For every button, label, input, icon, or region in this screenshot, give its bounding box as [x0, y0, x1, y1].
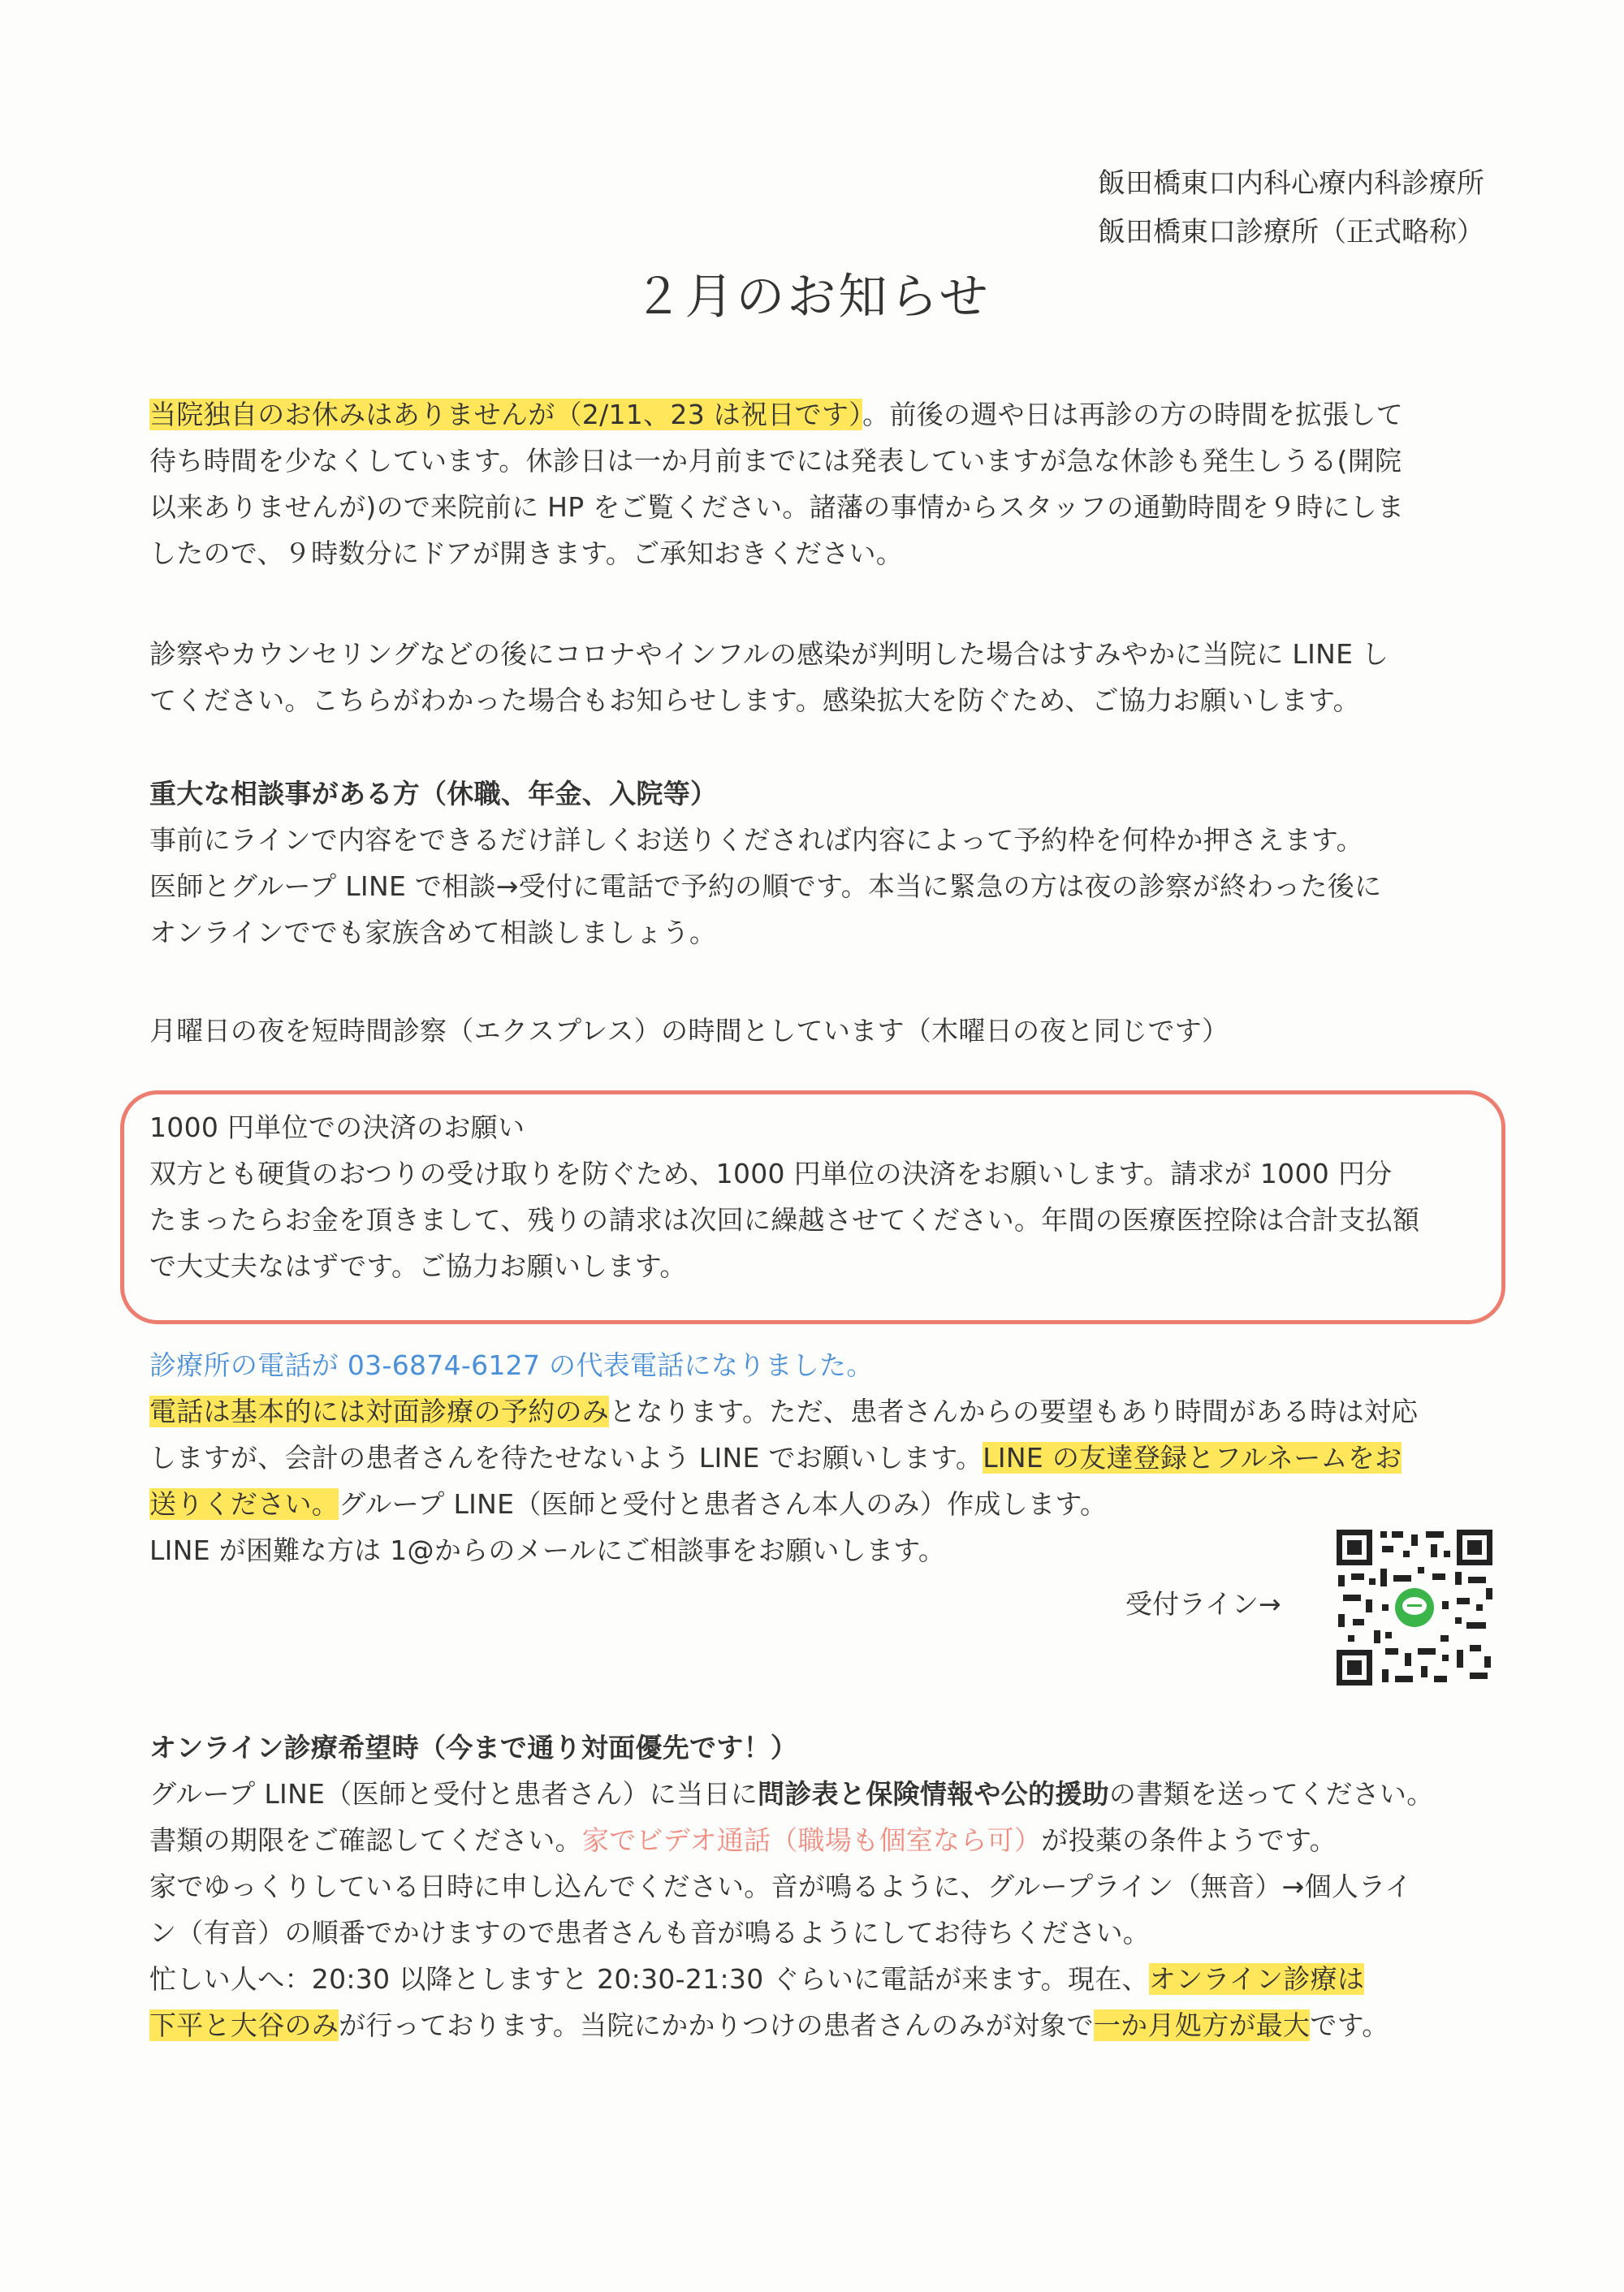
text-line: 家でゆっくりしている日時に申し込んでください。音が鳴るように、グループライン（無音）→個人ライ [149, 1871, 1412, 1902]
documents-bold: 問診表と保険情報や公的援助 [758, 1778, 1109, 1810]
qr-label: 受付ライン→ [1125, 1588, 1281, 1620]
text-line: 事前にラインで内容をできるだけ詳しくお送りくだされば内容によって予約枠を何枠か押さえます。 [149, 824, 1363, 856]
text-line: グループ LINE（医師と受付と患者さん本人のみ）作成します。 [339, 1488, 1108, 1520]
text-line: 以来ありませんが)ので来院前に HP をご覧ください。諸藩の事情からスタッフの通勤時間を９時にしま [149, 491, 1405, 523]
page-title: ２月のお知らせ [633, 269, 991, 326]
text-line: たまったらお金を頂きまして、残りの請求は次回に繰越させてください。年間の医療医控除は合計支払額 [149, 1204, 1420, 1236]
text-line: 医師とグループ LINE で相談→受付に電話で予約の順です。本当に緊急の方は夜の診察が終わった後に [149, 870, 1382, 902]
online-heading: オンライン診療希望時（今まで通り対面優先です！） [149, 1732, 798, 1763]
text-line: 月曜日の夜を短時間診察（エクスプレス）の時間としています（木曜日の夜と同じです） [149, 1015, 1229, 1047]
text-line: です。 [1310, 2009, 1389, 2041]
text-line: 忙しい人へ：20:30 以降としますと 20:30-21:30 ぐらいに電話が来ます。現在、 [149, 1963, 1149, 1995]
phone-paragraph [149, 1342, 1481, 1573]
consultation-heading: 重大な相談事がある方（休職、年金、入院等） [149, 778, 718, 809]
prescription-limit-highlight: 一か月処方が最大 [1093, 2009, 1311, 2041]
holiday-paragraph [149, 391, 1481, 576]
line-qr-code-icon[interactable] [1333, 1526, 1496, 1689]
online-doctor-highlight: オンライン診療は [1148, 1963, 1365, 1995]
phone-highlight: 電話は基本的には対面診療の予約のみ [149, 1396, 610, 1427]
line-register-highlight-cont: 送りください。 [149, 1488, 339, 1520]
text-line: LINE が困難な方は 1@からのメールにご相談事をお願いします。 [149, 1534, 946, 1566]
holiday-highlight: 当院独自のお休みはありませんが（2/11、23 は祝日です） [149, 399, 863, 430]
video-call-condition: 家でビデオ通話（職場も個室なら可） [581, 1824, 1042, 1856]
online-paragraph [149, 1724, 1481, 2048]
online-doctor-highlight-cont: 下平と大谷のみ [149, 2009, 339, 2041]
line-register-highlight: LINE の友達登録とフルネームをお [983, 1442, 1402, 1474]
payment-paragraph [149, 1104, 1481, 1289]
text-line: 診察やカウンセリングなどの後にコロナやインフルの感染が判明した場合はすみやかに当院に LINE し [149, 638, 1389, 670]
infection-paragraph [149, 631, 1481, 723]
text-line: てください。こちらがわかった場合もお知らせします。感染拡大を防ぐため、ご協力お願いします。 [149, 684, 1360, 716]
text-line: が投薬の条件ようです。 [1041, 1824, 1337, 1856]
text-line: したので、９時数分にドアが開きます。ご承知おきください。 [149, 537, 904, 569]
text-line: しますが、会計の患者さんを待たせないよう LINE でお願いします。 [149, 1442, 983, 1474]
text-line: 双方とも硬貨のおつりの受け取りを防ぐため、1000 円単位の決済をお願いします。請求が 1000 円分 [149, 1158, 1393, 1189]
phone-number-line: 診療所の電話が 03-6874-6127 の代表電話になりました。 [149, 1349, 874, 1381]
clinic-header [1098, 159, 1484, 257]
text-line: オンラインででも家族含めて相談しましょう。 [149, 917, 717, 948]
text-line: で大丈夫なはずです。ご協力お願いします。 [149, 1250, 687, 1282]
text-line: となります。ただ、患者さんからの要望もあり時間がある時は対応 [609, 1396, 1419, 1427]
text-line: 。前後の週や日は再診の方の時間を拡張して [862, 399, 1404, 430]
text-line: 書類の期限をご確認してください。 [149, 1824, 582, 1856]
text-line: ン（有音）の順番でかけますので患者さんも音が鳴るようにしてお待ちください。 [149, 1917, 1151, 1949]
clinic-name: 飯田橋東口内科心療内科診療所 [1098, 167, 1484, 200]
payment-heading: 1000 円単位での決済のお願い [149, 1111, 525, 1143]
text-line: 待ち時間を少なくしています。休診日は一か月前までには発表していますが急な休診も発生しうる(開院 [149, 445, 1402, 477]
clinic-short-name: 飯田橋東口診療所（正式略称） [1098, 216, 1484, 248]
consultation-paragraph [149, 770, 1481, 956]
express-paragraph [149, 1008, 1481, 1054]
text-line: の書類を送ってください。 [1108, 1778, 1434, 1810]
text-line: が行っております。当院にかかりつけの患者さんのみが対象で [339, 2009, 1094, 2041]
text-line: グループ LINE（医師と受付と患者さん）に当日に [149, 1778, 758, 1810]
